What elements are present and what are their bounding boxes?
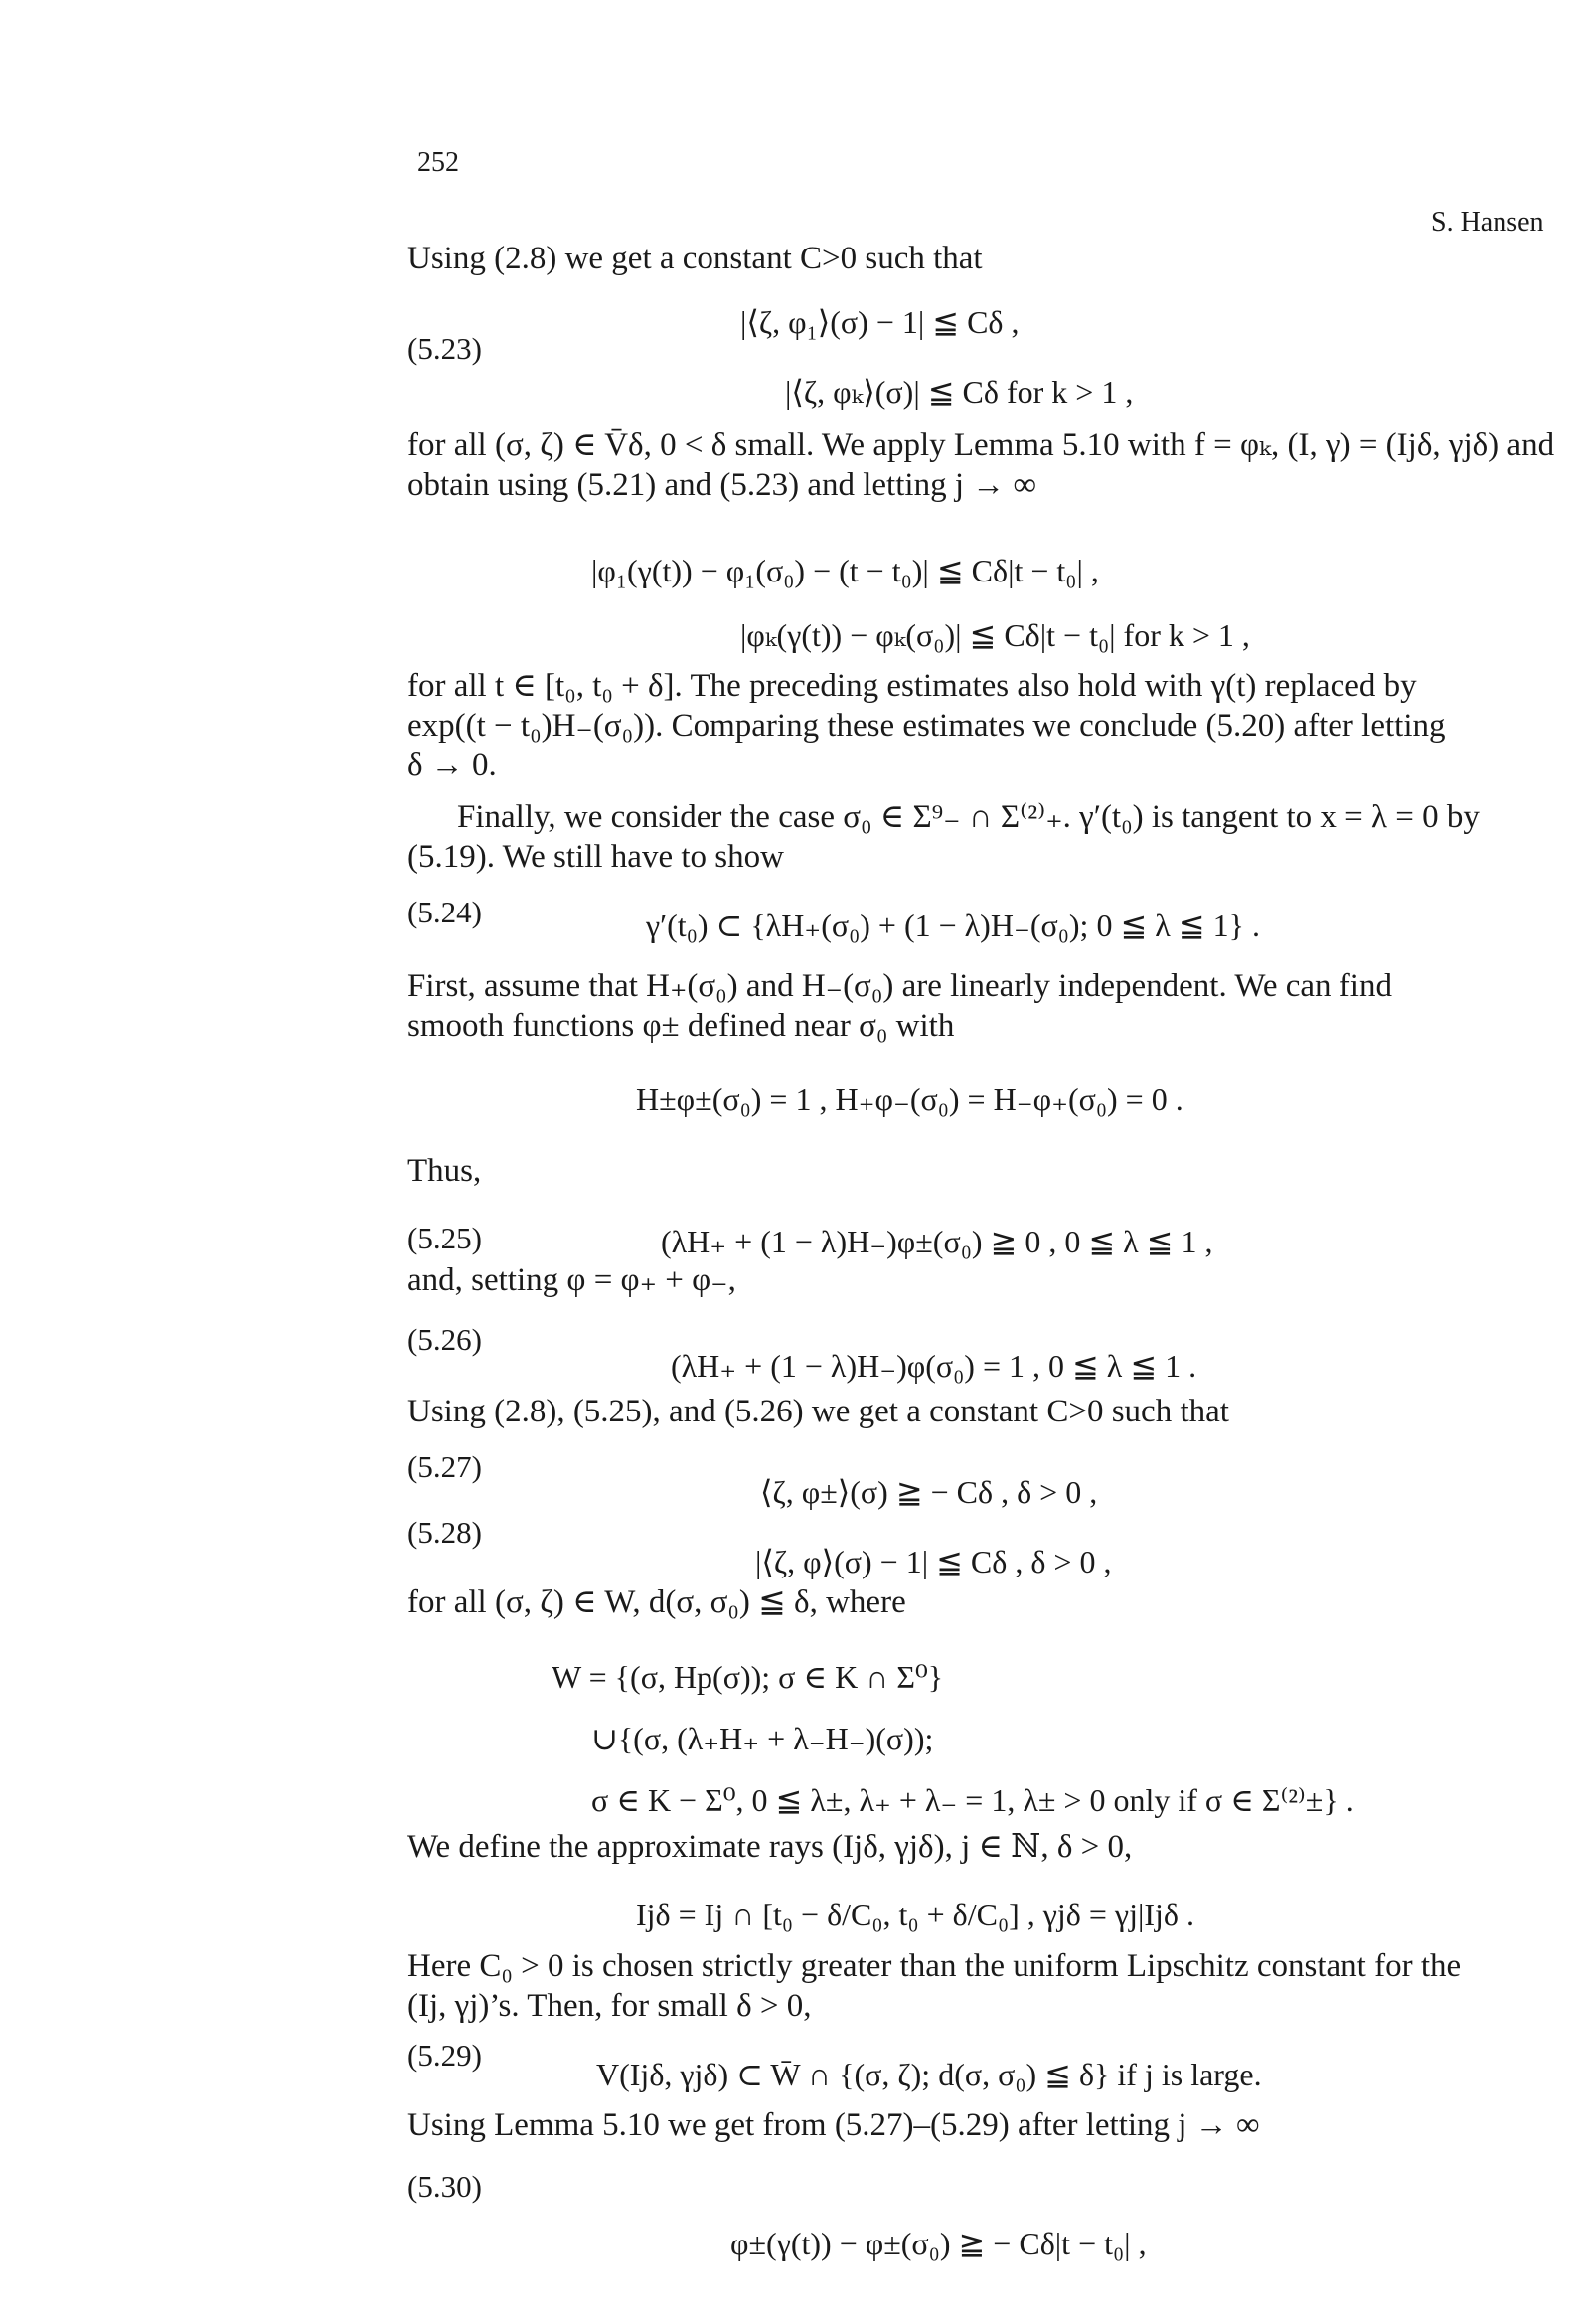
- text-line: Using Lemma 5.10 we get from (5.27)–(5.29) after letting j → ∞: [407, 2107, 1260, 2143]
- paragraph-intro: [407, 239, 1520, 278]
- running-head-author: S. Hansen: [1431, 207, 1544, 238]
- equation-rays: Ijδ = Ij ∩ [t₀ − δ/C₀, t₀ + δ/C₀] , γjδ = γj|Ijδ .: [636, 1897, 1194, 1932]
- equation-label-5-30: (5.30): [407, 2169, 482, 2204]
- equation-5-30: φ±(γ(t)) − φ±(σ₀) ≧ − Cδ|t − t₀| ,: [730, 2226, 1147, 2261]
- text-line: Here C₀ > 0 is chosen strictly greater than the uniform Lipschitz constant for the: [407, 1948, 1462, 1984]
- equation-w-line-3: σ ∈ K − Σ⁰, 0 ≦ λ±, λ₊ + λ₋ = 1, λ± > 0 only if σ ∈ Σ⁽²⁾±} .: [591, 1782, 1354, 1818]
- equation-5-23-line-1: |⟨ζ, φ₁⟩(σ) − 1| ≦ Cδ ,: [740, 304, 1020, 340]
- equation-label-5-26: (5.26): [407, 1322, 482, 1357]
- paragraph-conclusion-5-20: [407, 666, 1520, 785]
- equation-w-line-2: ∪{(σ, (λ₊H₊ + λ₋H₋)(σ));: [591, 1721, 934, 1756]
- text-line: smooth functions φ± defined near σ₀ with: [407, 1008, 955, 1044]
- paragraph-lemma-application: [407, 425, 1555, 505]
- text-line: and, setting φ = φ₊ + φ₋,: [407, 1262, 736, 1298]
- text-line: for all (σ, ζ) ∈ V̄δ, 0 < δ small. We apply Lemma 5.10 with f = φₖ, (I, γ) = (Ijδ, γjδ) and: [407, 427, 1555, 463]
- equation-estimate-line-1: |φ₁(γ(t)) − φ₁(σ₀) − (t − t₀)| ≦ Cδ|t − t₀| ,: [591, 553, 1099, 588]
- text-line: δ → 0.: [407, 747, 497, 783]
- equation-estimate-line-2: |φₖ(γ(t)) − φₖ(σ₀)| ≦ Cδ|t − t₀| for k > 1 ,: [740, 617, 1250, 653]
- text-line: Using (2.8) we get a constant C>0 such that: [407, 241, 983, 276]
- paragraph-thus: [407, 1151, 1520, 1191]
- text-line: Finally, we consider the case σ₀ ∈ Σ⁹₋ ∩ Σ⁽²⁾₊. γ′(t₀) is tangent to x = λ = 0 by: [457, 799, 1480, 835]
- equation-label-5-23: (5.23): [407, 331, 482, 366]
- paragraph-first-assume: [407, 966, 1520, 1046]
- paragraph-finally: [407, 797, 1520, 877]
- text-line: We define the approximate rays (Ijδ, γjδ), j ∈ ℕ, δ > 0,: [407, 1829, 1133, 1865]
- text-line: Thus,: [407, 1153, 482, 1189]
- paragraph-for-all-w: [407, 1582, 1520, 1622]
- equation-5-28: |⟨ζ, φ⟩(σ) − 1| ≦ Cδ , δ > 0 ,: [755, 1544, 1112, 1579]
- equation-label-5-24: (5.24): [407, 895, 482, 929]
- text-line: First, assume that H₊(σ₀) and H₋(σ₀) are linearly independent. We can find: [407, 968, 1392, 1004]
- equation-label-5-28: (5.28): [407, 1515, 482, 1550]
- equation-5-29: V(Ijδ, γjδ) ⊂ W̄ ∩ {(σ, ζ); d(σ, σ₀) ≦ δ} if j is large.: [596, 2057, 1262, 2092]
- equation-label-5-27: (5.27): [407, 1449, 482, 1484]
- equation-5-24: γ′(t₀) ⊂ {λH₊(σ₀) + (1 − λ)H₋(σ₀); 0 ≦ λ ≦ 1} .: [646, 908, 1260, 943]
- text-line: obtain using (5.21) and (5.23) and letting j → ∞: [407, 467, 1037, 503]
- page-number: 252: [417, 147, 459, 178]
- equation-5-26: (λH₊ + (1 − λ)H₋)φ(σ₀) = 1 , 0 ≦ λ ≦ 1 .: [671, 1348, 1197, 1384]
- equation-w-line-1: W = {(σ, Hp(σ)); σ ∈ K ∩ Σ⁰}: [552, 1659, 944, 1695]
- text-line: (Ij, γj)’s. Then, for small δ > 0,: [407, 1988, 812, 2024]
- equation-5-27: ⟨ζ, φ±⟩(σ) ≧ − Cδ , δ > 0 ,: [760, 1474, 1098, 1510]
- equation-label-5-29: (5.29): [407, 2038, 482, 2073]
- paragraph-lipschitz: [407, 1946, 1520, 2026]
- text-line: for all t ∈ [t₀, t₀ + δ]. The preceding estimates also hold with γ(t) replaced by: [407, 668, 1417, 704]
- equation-5-23-line-2: |⟨ζ, φₖ⟩(σ)| ≦ Cδ for k > 1 ,: [785, 374, 1134, 410]
- text-line: for all (σ, ζ) ∈ W, d(σ, σ₀) ≦ δ, where: [407, 1584, 906, 1620]
- paragraph-constant: [407, 1392, 1520, 1431]
- paragraph-using-lemma: [407, 2105, 1520, 2145]
- equation-5-25: (λH₊ + (1 − λ)H₋)φ±(σ₀) ≧ 0 , 0 ≦ λ ≦ 1 ,: [661, 1224, 1213, 1259]
- paragraph-approximate-rays: [407, 1827, 1520, 1867]
- paragraph-setting-phi: [407, 1260, 1520, 1300]
- equation-label-5-25: (5.25): [407, 1221, 482, 1255]
- text-line: (5.19). We still have to show: [407, 839, 784, 875]
- text-line: Using (2.8), (5.25), and (5.26) we get a constant C>0 such that: [407, 1394, 1229, 1429]
- equation-smooth-functions: H±φ±(σ₀) = 1 , H₊φ₋(σ₀) = H₋φ₊(σ₀) = 0 .: [636, 1081, 1183, 1117]
- text-line: exp((t − t₀)H₋(σ₀)). Comparing these estimates we conclude (5.20) after letting: [407, 708, 1446, 744]
